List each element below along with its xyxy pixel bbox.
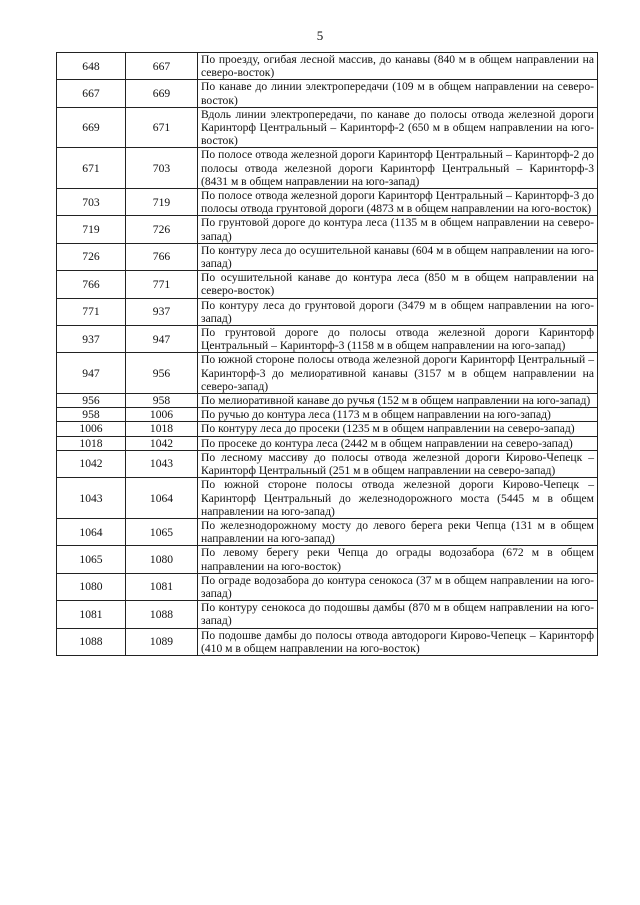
start-point-cell: 1018 [57, 436, 126, 450]
start-point-cell: 937 [57, 326, 126, 353]
description-cell: По полосе отвода железной дороги Каринторф Центральный – Каринторф-3 до полосы отвода грунтовой дороги (4873 м в общем направлении на юго-восток) [198, 189, 598, 216]
start-point-cell: 1064 [57, 518, 126, 545]
start-point-cell: 726 [57, 243, 126, 270]
description-cell: По ограде водозабора до контура сенокоса (37 м в общем направлении на юго-запад) [198, 573, 598, 600]
table-row [57, 243, 598, 270]
end-point-cell: 1043 [126, 450, 198, 477]
table-row [57, 189, 598, 216]
end-point-cell: 667 [126, 53, 198, 80]
description-cell: По контуру леса до просеки (1235 м в общем направлении на северо-запад) [198, 422, 598, 436]
start-point-cell: 671 [57, 148, 126, 189]
end-point-cell: 1089 [126, 628, 198, 655]
table-row [57, 80, 598, 107]
description-cell: По подошве дамбы до полосы отвода автодороги Кирово-Чепецк – Каринторф (410 м в общем направлении на юго-восток) [198, 628, 598, 655]
start-point-cell: 947 [57, 353, 126, 394]
description-cell: По железнодорожному мосту до левого берега реки Чепца (131 м в общем направлении на юго-запад) [198, 518, 598, 545]
end-point-cell: 669 [126, 80, 198, 107]
description-cell: По грунтовой дороге до контура леса (1135 м в общем направлении на северо-запад) [198, 216, 598, 243]
start-point-cell: 1043 [57, 478, 126, 519]
table-row [57, 450, 598, 477]
end-point-cell: 958 [126, 394, 198, 408]
table-row [57, 148, 598, 189]
start-point-cell: 958 [57, 408, 126, 422]
table-row [57, 573, 598, 600]
description-cell: По ручью до контура леса (1173 м в общем направлении на юго-запад) [198, 408, 598, 422]
end-point-cell: 937 [126, 298, 198, 325]
start-point-cell: 766 [57, 271, 126, 298]
start-point-cell: 667 [57, 80, 126, 107]
end-point-cell: 1006 [126, 408, 198, 422]
end-point-cell: 1081 [126, 573, 198, 600]
table-row [57, 518, 598, 545]
start-point-cell: 648 [57, 53, 126, 80]
end-point-cell: 1064 [126, 478, 198, 519]
start-point-cell: 669 [57, 107, 126, 148]
description-cell: По полосе отвода железной дороги Каринторф Центральный – Каринторф-2 до полосы отвода железной дороги Каринторф Центральный – Каринторф-3 (8431 м в общем направлении на юго-запад) [198, 148, 598, 189]
start-point-cell: 771 [57, 298, 126, 325]
start-point-cell: 1065 [57, 546, 126, 573]
end-point-cell: 726 [126, 216, 198, 243]
end-point-cell: 1065 [126, 518, 198, 545]
table-row [57, 216, 598, 243]
end-point-cell: 703 [126, 148, 198, 189]
table-row [57, 53, 598, 80]
end-point-cell: 771 [126, 271, 198, 298]
table-row [57, 394, 598, 408]
end-point-cell: 956 [126, 353, 198, 394]
description-cell: По контуру леса до грунтовой дороги (3479 м в общем направлении на юго-запад) [198, 298, 598, 325]
page-number: 5 [316, 28, 324, 43]
description-cell: По контуру сенокоса до подошвы дамбы (870 м в общем направлении на юго-запад) [198, 601, 598, 628]
description-cell: Вдоль линии электропередачи, по канаве до полосы отвода железной дороги Каринторф Центральный – Каринторф-2 (650 м в общем направлении на юго-восток) [198, 107, 598, 148]
start-point-cell: 1006 [57, 422, 126, 436]
description-cell: По южной стороне полосы отвода железной дороги Кирово-Чепецк – Каринторф Центральный до железнодорожного моста (5445 м в общем направлении на юго-запад) [198, 478, 598, 519]
description-cell: По контуру леса до осушительной канавы (604 м в общем направлении на юго-запад) [198, 243, 598, 270]
end-point-cell: 1042 [126, 436, 198, 450]
description-cell: По грунтовой дороге до полосы отвода железной дороги Каринторф Центральный – Каринторф-3 (1158 м в общем направлении на юго-запад) [198, 326, 598, 353]
start-point-cell: 719 [57, 216, 126, 243]
table-row [57, 601, 598, 628]
start-point-cell: 1081 [57, 601, 126, 628]
table-row [57, 478, 598, 519]
end-point-cell: 1088 [126, 601, 198, 628]
start-point-cell: 1080 [57, 573, 126, 600]
table-row [57, 628, 598, 655]
description-cell: По лесному массиву до полосы отвода железной дороги Кирово-Чепецк – Каринторф Центральный (251 м в общем направлении на северо-запад) [198, 450, 598, 477]
end-point-cell: 719 [126, 189, 198, 216]
description-cell: По канаве до линии электропередачи (109 м в общем направлении на северо-восток) [198, 80, 598, 107]
end-point-cell: 671 [126, 107, 198, 148]
table-row [57, 326, 598, 353]
description-cell: По южной стороне полосы отвода железной дороги Каринторф Центральный – Каринторф-3 до мелиоративной канавы (3157 м в общем направлении на северо-запад) [198, 353, 598, 394]
table-row [57, 298, 598, 325]
end-point-cell: 1080 [126, 546, 198, 573]
description-cell: По мелиоративной канаве до ручья (152 м в общем направлении на юго-запад) [198, 394, 598, 408]
description-cell: По просеке до контура леса (2442 м в общем направлении на северо-запад) [198, 436, 598, 450]
description-cell: По левому берегу реки Чепца до ограды водозабора (672 м в общем направлении на юго-восток) [198, 546, 598, 573]
table-row [57, 353, 598, 394]
start-point-cell: 1042 [57, 450, 126, 477]
table-row [57, 271, 598, 298]
description-cell: По проезду, огибая лесной массив, до канавы (840 м в общем направлении на северо-восток) [198, 53, 598, 80]
start-point-cell: 956 [57, 394, 126, 408]
table-row [57, 546, 598, 573]
end-point-cell: 766 [126, 243, 198, 270]
boundary-table [56, 52, 598, 656]
start-point-cell: 703 [57, 189, 126, 216]
end-point-cell: 1018 [126, 422, 198, 436]
start-point-cell: 1088 [57, 628, 126, 655]
description-cell: По осушительной канаве до контура леса (850 м в общем направлении на северо-восток) [198, 271, 598, 298]
table-row [57, 436, 598, 450]
table-row [57, 107, 598, 148]
table-row [57, 408, 598, 422]
end-point-cell: 947 [126, 326, 198, 353]
table-row [57, 422, 598, 436]
